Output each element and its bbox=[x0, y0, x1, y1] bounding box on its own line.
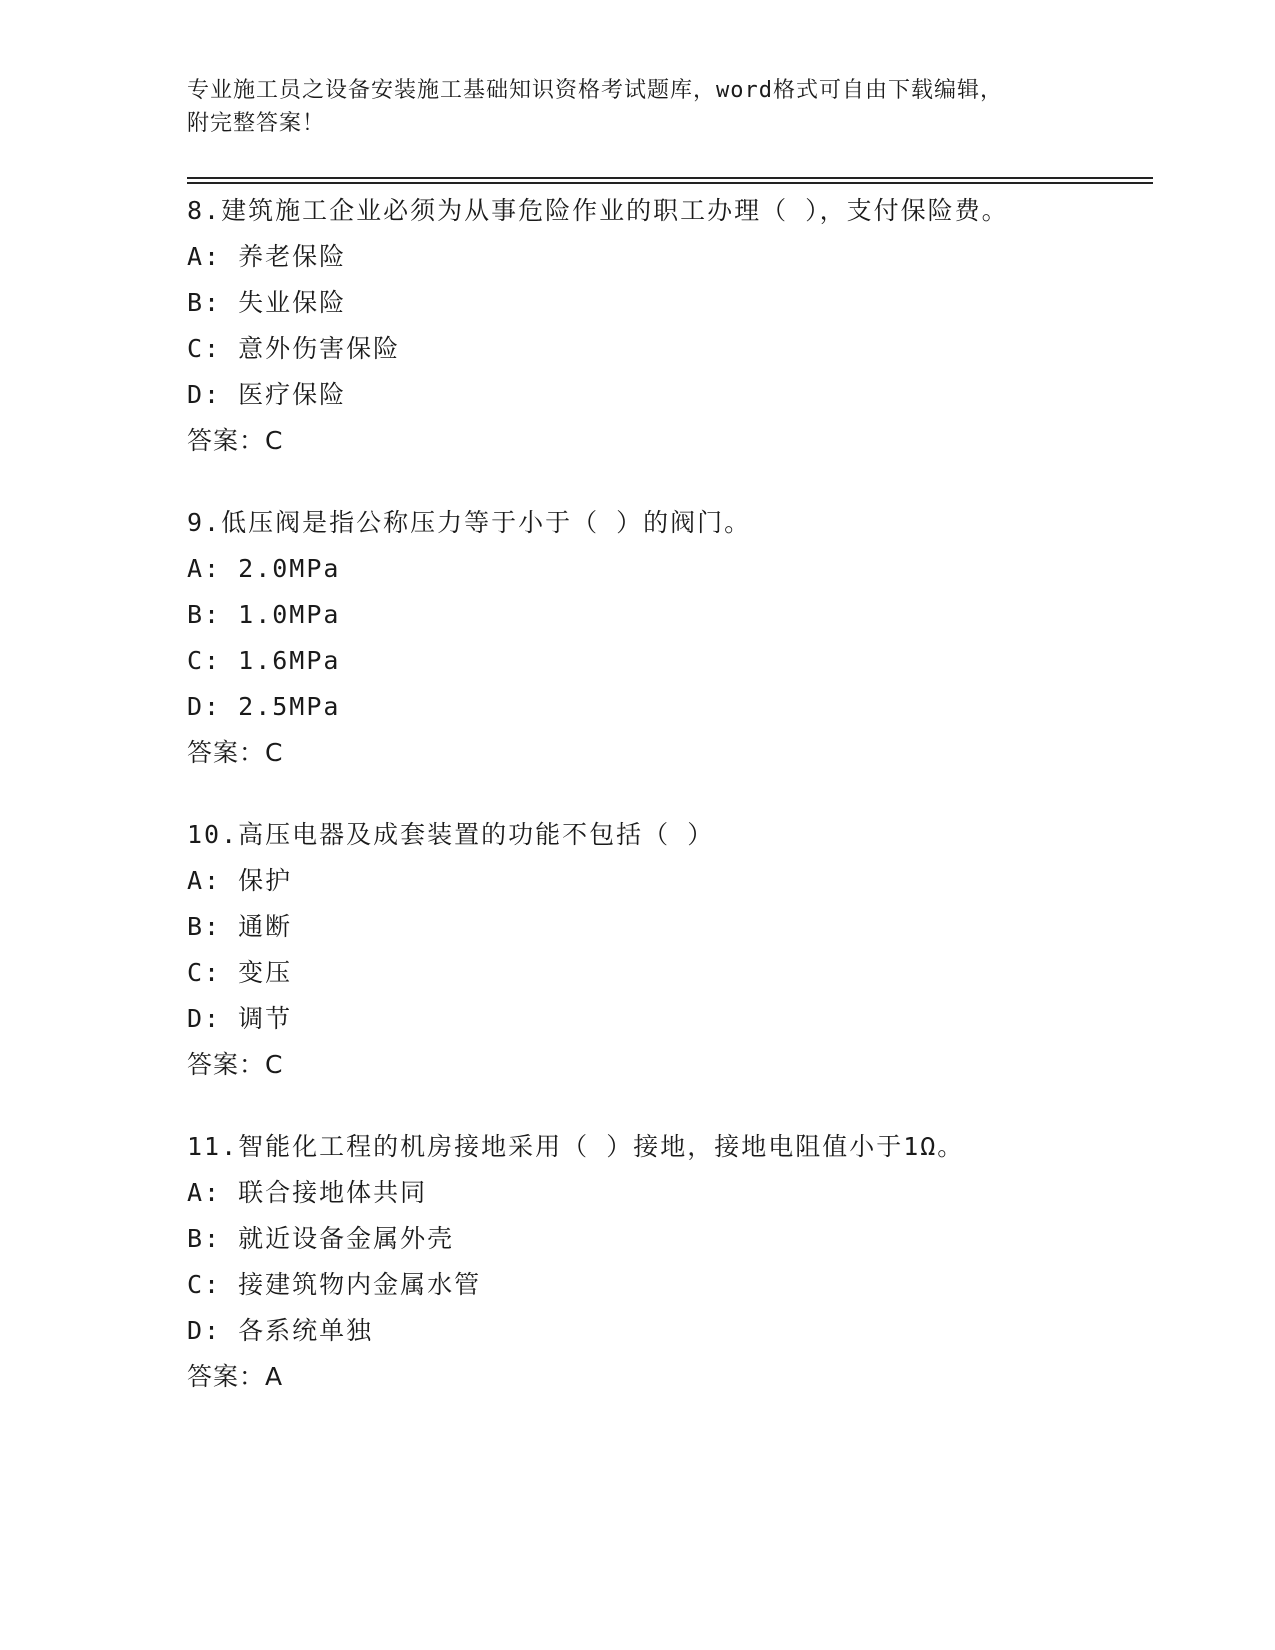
option-d: D: 医疗保险 bbox=[187, 380, 347, 409]
question-stem: 11.智能化工程的机房接地采用（ ）接地，接地电阻值小于1Ω。 bbox=[187, 1132, 965, 1161]
option-a: A: 保护 bbox=[187, 866, 293, 895]
option-a: A: 养老保险 bbox=[187, 242, 347, 271]
header-line-2: 附完整答案！ bbox=[187, 111, 326, 136]
question-stem: 10.高压电器及成套装置的功能不包括（ ） bbox=[187, 820, 715, 849]
option-c: C: 变压 bbox=[187, 958, 293, 987]
question-stem: 8.建筑施工企业必须为从事危险作业的职工办理（ ），支付保险费。 bbox=[187, 196, 1009, 225]
answer-line: 答案：C bbox=[187, 1050, 284, 1079]
option-a: A: 2.0MPa bbox=[187, 554, 341, 583]
option-d: D: 调节 bbox=[187, 1004, 293, 1033]
question-11 bbox=[187, 1124, 1153, 1400]
option-d: D: 2.5MPa bbox=[187, 692, 341, 721]
option-d: D: 各系统单独 bbox=[187, 1316, 374, 1345]
option-b: B: 通断 bbox=[187, 912, 293, 941]
answer-line: 答案：A bbox=[187, 1362, 284, 1391]
question-9 bbox=[187, 500, 1153, 776]
question-8 bbox=[187, 188, 1153, 464]
option-b: B: 1.0MPa bbox=[187, 600, 341, 629]
question-10 bbox=[187, 812, 1153, 1088]
answer-line: 答案：C bbox=[187, 426, 284, 455]
question-stem: 9.低压阀是指公称压力等于小于（ ）的阀门。 bbox=[187, 508, 752, 537]
option-a: A: 联合接地体共同 bbox=[187, 1178, 428, 1207]
question-list bbox=[187, 188, 1153, 1436]
option-b: B: 失业保险 bbox=[187, 288, 347, 317]
header-divider-top bbox=[187, 177, 1153, 179]
header-line-1: 专业施工员之设备安装施工基础知识资格考试题库，word格式可自由下载编辑， bbox=[187, 78, 1003, 103]
option-c: C: 接建筑物内金属水管 bbox=[187, 1270, 482, 1299]
answer-line: 答案：C bbox=[187, 738, 284, 767]
option-b: B: 就近设备金属外壳 bbox=[187, 1224, 455, 1253]
option-c: C: 意外伤害保险 bbox=[187, 334, 401, 363]
header-divider-bottom bbox=[187, 182, 1153, 184]
document-header bbox=[187, 74, 1067, 140]
option-c: C: 1.6MPa bbox=[187, 646, 341, 675]
